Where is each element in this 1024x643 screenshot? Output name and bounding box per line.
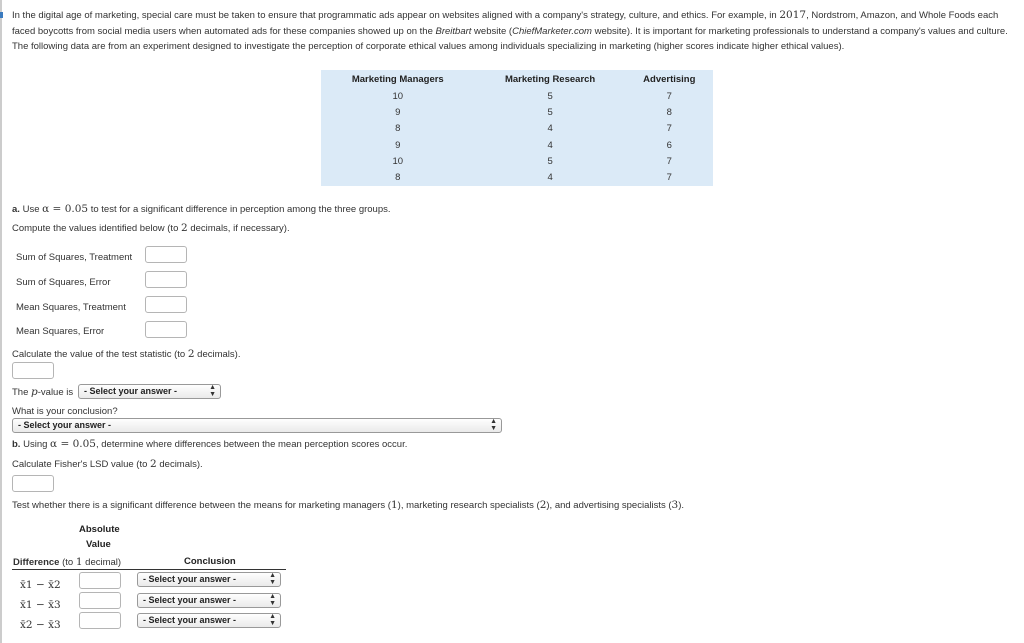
pvalue-label: The p-value is <box>12 386 74 398</box>
diff-label-2-3: x̄2 − x̄3 <box>20 619 61 631</box>
col-header-advertising: Advertising <box>643 73 696 85</box>
ms-treatment-input[interactable] <box>145 296 187 313</box>
col-header-research: Marketing Research <box>504 73 596 85</box>
ms-error-label: Mean Squares, Error <box>16 326 105 337</box>
ss-treatment-input[interactable] <box>145 246 187 263</box>
lsd-instruction: Calculate Fisher's LSD value (to 2 decimals). <box>12 458 203 470</box>
header-divider <box>12 569 286 570</box>
left-border <box>0 0 2 643</box>
ms-error-input[interactable] <box>145 321 187 338</box>
diff-label-1-2: x̄1 − x̄2 <box>20 579 61 591</box>
col-header-managers: Marketing Managers <box>351 73 444 85</box>
updown-arrow-icon: ▲ ▼ <box>269 572 276 586</box>
ms-treatment-label: Mean Squares, Treatment <box>16 302 126 313</box>
part-b-prompt: b. Using α = 0.05, determine where differences between the mean perception scores occur. <box>12 438 408 450</box>
updown-arrow-icon: ▲ ▼ <box>269 613 276 627</box>
abs-value-input-1-3[interactable] <box>79 592 121 609</box>
table-row: 8 4 7 <box>395 123 672 135</box>
conclusion-select[interactable]: - Select your answer - ▲ ▼ <box>12 418 502 433</box>
col-absolute-header: Absolute <box>79 524 120 535</box>
updown-arrow-icon: ▲ ▼ <box>209 384 216 398</box>
col-conclusion-header: Conclusion <box>184 556 236 567</box>
test-stat-instruction: Calculate the value of the test statistic (to 2 decimals). <box>12 348 241 360</box>
conclusion-select-1-3[interactable]: - Select your answer - ▲ ▼ <box>137 593 281 608</box>
test-stat-input[interactable] <box>12 362 54 379</box>
intro-paragraph: In the digital age of marketing, special care must be taken to ensure that programmatic ads appear on websites aligned with a company's strategy, culture, and ethics. For example, in 2017, Nordstrom, Amazon, and Whole Foods each faced boycotts from social media users when automated ads for these companies showed up on the Breitbart website (ChiefMarketer.com website). It is important for marketing professionals to understand a company's values and culture. The following data are from an experiment designed to investigate the perception of corporate ethical values among individuals specializing in marketing (higher scores indicate higher ethical values). <box>12 9 1008 52</box>
updown-arrow-icon: ▲ ▼ <box>490 418 497 432</box>
data-table <box>321 70 713 186</box>
compute-instruction: Compute the values identified below (to 2 decimals, if necessary). <box>12 222 290 234</box>
table-row: 10 5 7 <box>392 90 672 102</box>
updown-arrow-icon: ▲ ▼ <box>269 593 276 607</box>
question-marker <box>0 12 3 18</box>
table-row: 9 4 6 <box>395 139 672 151</box>
abs-value-input-2-3[interactable] <box>79 612 121 629</box>
lsd-input[interactable] <box>12 475 54 492</box>
conclusion-select-1-2[interactable]: - Select your answer - ▲ ▼ <box>137 572 281 587</box>
conclusion-select-2-3[interactable]: - Select your answer - ▲ ▼ <box>137 613 281 628</box>
col-difference-header: Difference (to 1 decimal) <box>13 556 122 568</box>
table-row: 8 4 7 <box>395 172 672 184</box>
diff-label-1-3: x̄1 − x̄3 <box>20 599 61 611</box>
col-value-header: Value <box>86 539 111 550</box>
part-a-prompt: a. Use α = 0.05 to test for a significant difference in perception among the three groups. <box>12 203 391 215</box>
ss-error-input[interactable] <box>145 271 187 288</box>
ss-treatment-label: Sum of Squares, Treatment <box>16 252 133 263</box>
ss-error-label: Sum of Squares, Error <box>16 277 111 288</box>
table-row: 9 5 8 <box>395 106 672 118</box>
abs-value-input-1-2[interactable] <box>79 572 121 589</box>
test-difference-instruction: Test whether there is a significant difference between the means for marketing managers (1), marketing research specialists (2), and advertising specialists (3). <box>12 499 685 511</box>
pvalue-select[interactable]: - Select your answer - ▲ ▼ <box>78 384 221 399</box>
conclusion-question: What is your conclusion? <box>12 406 118 417</box>
table-row: 10 5 7 <box>392 155 672 167</box>
